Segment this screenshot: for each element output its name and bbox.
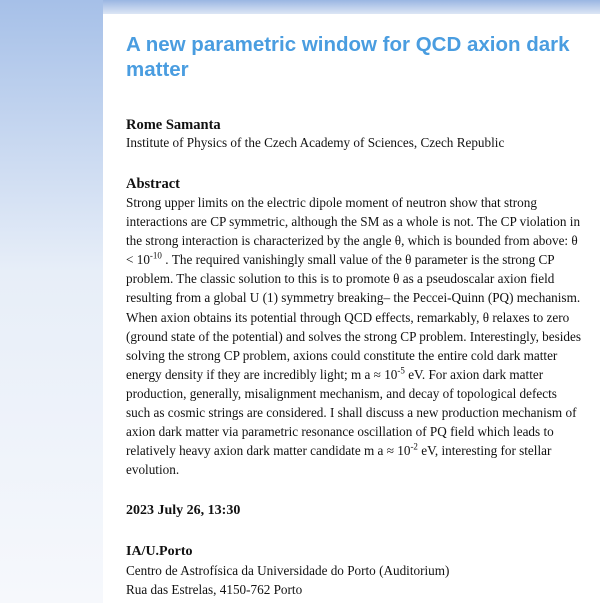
venue-address-line-1: Centro de Astrofísica da Universidade do Porto (Auditorium)	[126, 563, 450, 579]
abstract-part-4: eV, interesting for stellar evolution.	[126, 443, 552, 478]
left-background-strip	[0, 0, 103, 603]
abstract-exponent-3: -2	[410, 441, 418, 452]
abstract-exponent-2: -5	[397, 365, 405, 376]
seminar-date: 2023 July 26, 13:30	[126, 503, 241, 519]
abstract-part-2: . The required vanishingly small value of the θ parameter is the strong CP problem. The classic solution to this is to promote θ as a pseudoscalar axion field resulting from a global U (1) symmetry breaking– the Peccei-Quinn (PQ) mechanism. When axion obtains its potential through QCD effects, remarkably, θ relaxes to zero (ground state of the potential) and solves the strong CP problem. Interestingly, besides solving the strong CP problem, axions could constitute the entire cold dark matter energy density if they are incredibly light; m a ≈ 10	[126, 252, 581, 382]
abstract-text	[126, 193, 581, 479]
venue-address-line-2: Rua das Estrelas, 4150-762 Porto	[126, 582, 303, 598]
author-affiliation: Institute of Physics of the Czech Academy of Sciences, Czech Republic	[126, 135, 505, 150]
page-title: A new parametric window for QCD axion dark matter	[126, 33, 570, 81]
abstract-exponent-1: -10	[149, 250, 162, 261]
abstract-heading: Abstract	[126, 176, 180, 192]
author-name: Rome Samanta	[126, 117, 221, 133]
abstract-part-3: eV. For axion dark matter production, generally, misalignment mechanism, and decay of topological defects such as cosmic strings are considered. I shall discuss a new production mechanism of axion dark matter via parametric resonance oscillation of PQ field which leads to relatively heavy axion dark matter candidate m a ≈ 10	[126, 366, 577, 459]
abstract-part-1: Strong upper limits on the electric dipole moment of neutron show that strong interactions are CP symmetric, although the SM as a whole is not. The CP violation in the strong interaction is characterized by the angle θ, which is bounded from above: θ < 10	[126, 195, 581, 268]
venue-name: IA/U.Porto	[126, 544, 193, 560]
seminar-announcement	[126, 32, 581, 599]
